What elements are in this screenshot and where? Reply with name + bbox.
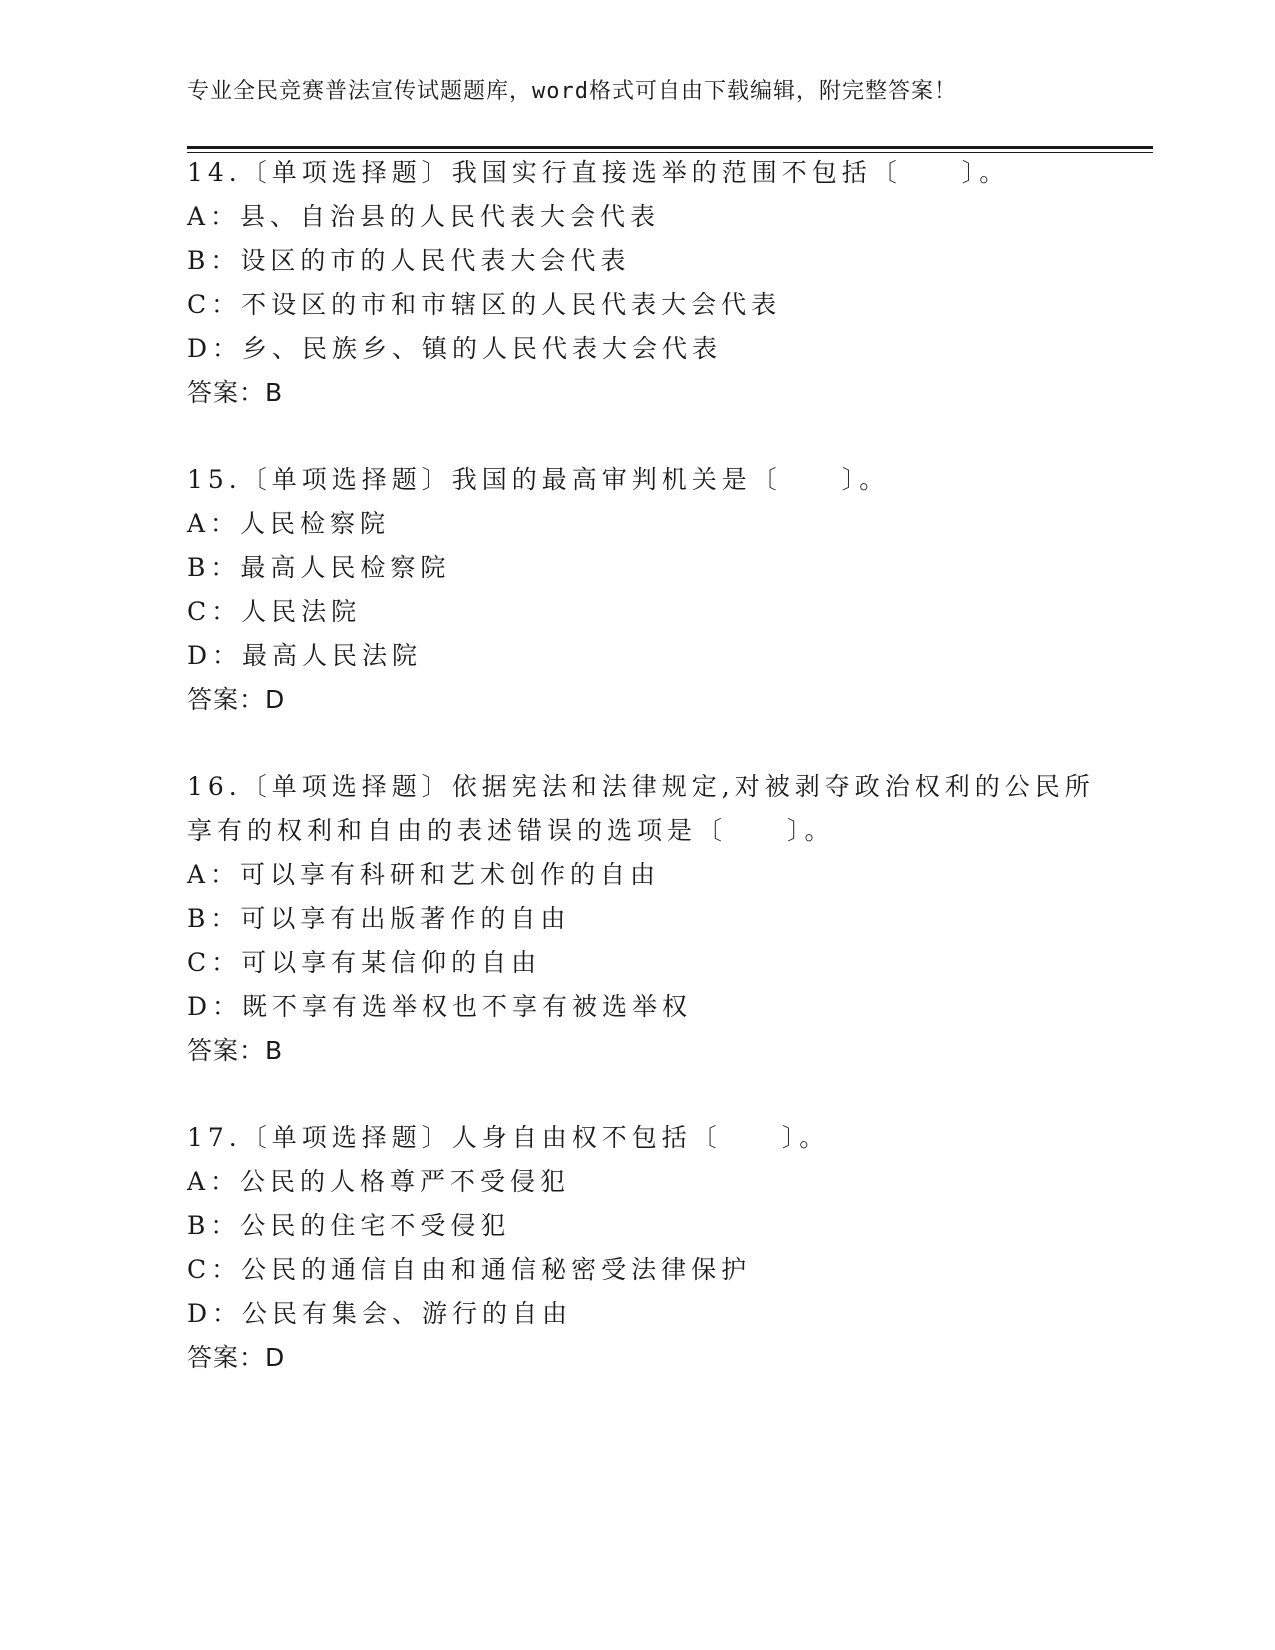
question-15-stem: 15.〔单项选择题〕我国的最高审判机关是〔 〕。 (187, 465, 890, 494)
question-16-option-b: B：可以享有出版著作的自由 (187, 904, 571, 933)
question-16-stem-line-1: 16.〔单项选择题〕依据宪法和法律规定,对被剥夺政治权利的公民所 (187, 772, 1095, 801)
question-15-option-d: D：最高人民法院 (187, 641, 423, 670)
question-16-answer: 答案：B (187, 1036, 284, 1065)
question-14-option-d: D：乡、民族乡、镇的人民代表大会代表 (187, 334, 723, 363)
question-17-answer: 答案：D (187, 1343, 286, 1372)
question-14-option-b: B：设区的市的人民代表大会代表 (187, 246, 631, 275)
page-header: 专业全民竞赛普法宣传试题题库，word格式可自由下载编辑，附完整答案！ (187, 79, 957, 104)
question-14-answer: 答案：B (187, 378, 284, 407)
question-15-answer: 答案：D (187, 685, 286, 714)
question-16-option-c: C：可以享有某信仰的自由 (187, 948, 542, 977)
question-17-option-d: D：公民有集会、游行的自由 (187, 1299, 573, 1328)
header-rule-thin (187, 152, 1153, 153)
question-14-option-a: A：县、自治县的人民代表大会代表 (187, 202, 661, 231)
question-17-stem: 17.〔单项选择题〕人身自由权不包括〔 〕。 (187, 1123, 830, 1152)
header-rule-thick (187, 146, 1153, 149)
question-16-option-d: D：既不享有选举权也不享有被选举权 (187, 992, 693, 1021)
question-15-option-b: B：最高人民检察院 (187, 553, 451, 582)
question-14-option-c: C：不设区的市和市辖区的人民代表大会代表 (187, 290, 782, 319)
question-16-stem-line-2: 享有的权利和自由的表述错误的选项是〔 〕。 (187, 816, 835, 845)
question-17-option-c: C：公民的通信自由和通信秘密受法律保护 (187, 1255, 752, 1284)
question-15-option-c: C：人民法院 (187, 597, 362, 626)
question-15-option-a: A：人民检察院 (187, 509, 391, 538)
question-16-option-a: A：可以享有科研和艺术创作的自由 (187, 860, 661, 889)
question-14-stem: 14.〔单项选择题〕我国实行直接选举的范围不包括〔 〕。 (187, 158, 1010, 187)
question-17-option-a: A：公民的人格尊严不受侵犯 (187, 1167, 571, 1196)
question-17-option-b: B：公民的住宅不受侵犯 (187, 1211, 511, 1240)
